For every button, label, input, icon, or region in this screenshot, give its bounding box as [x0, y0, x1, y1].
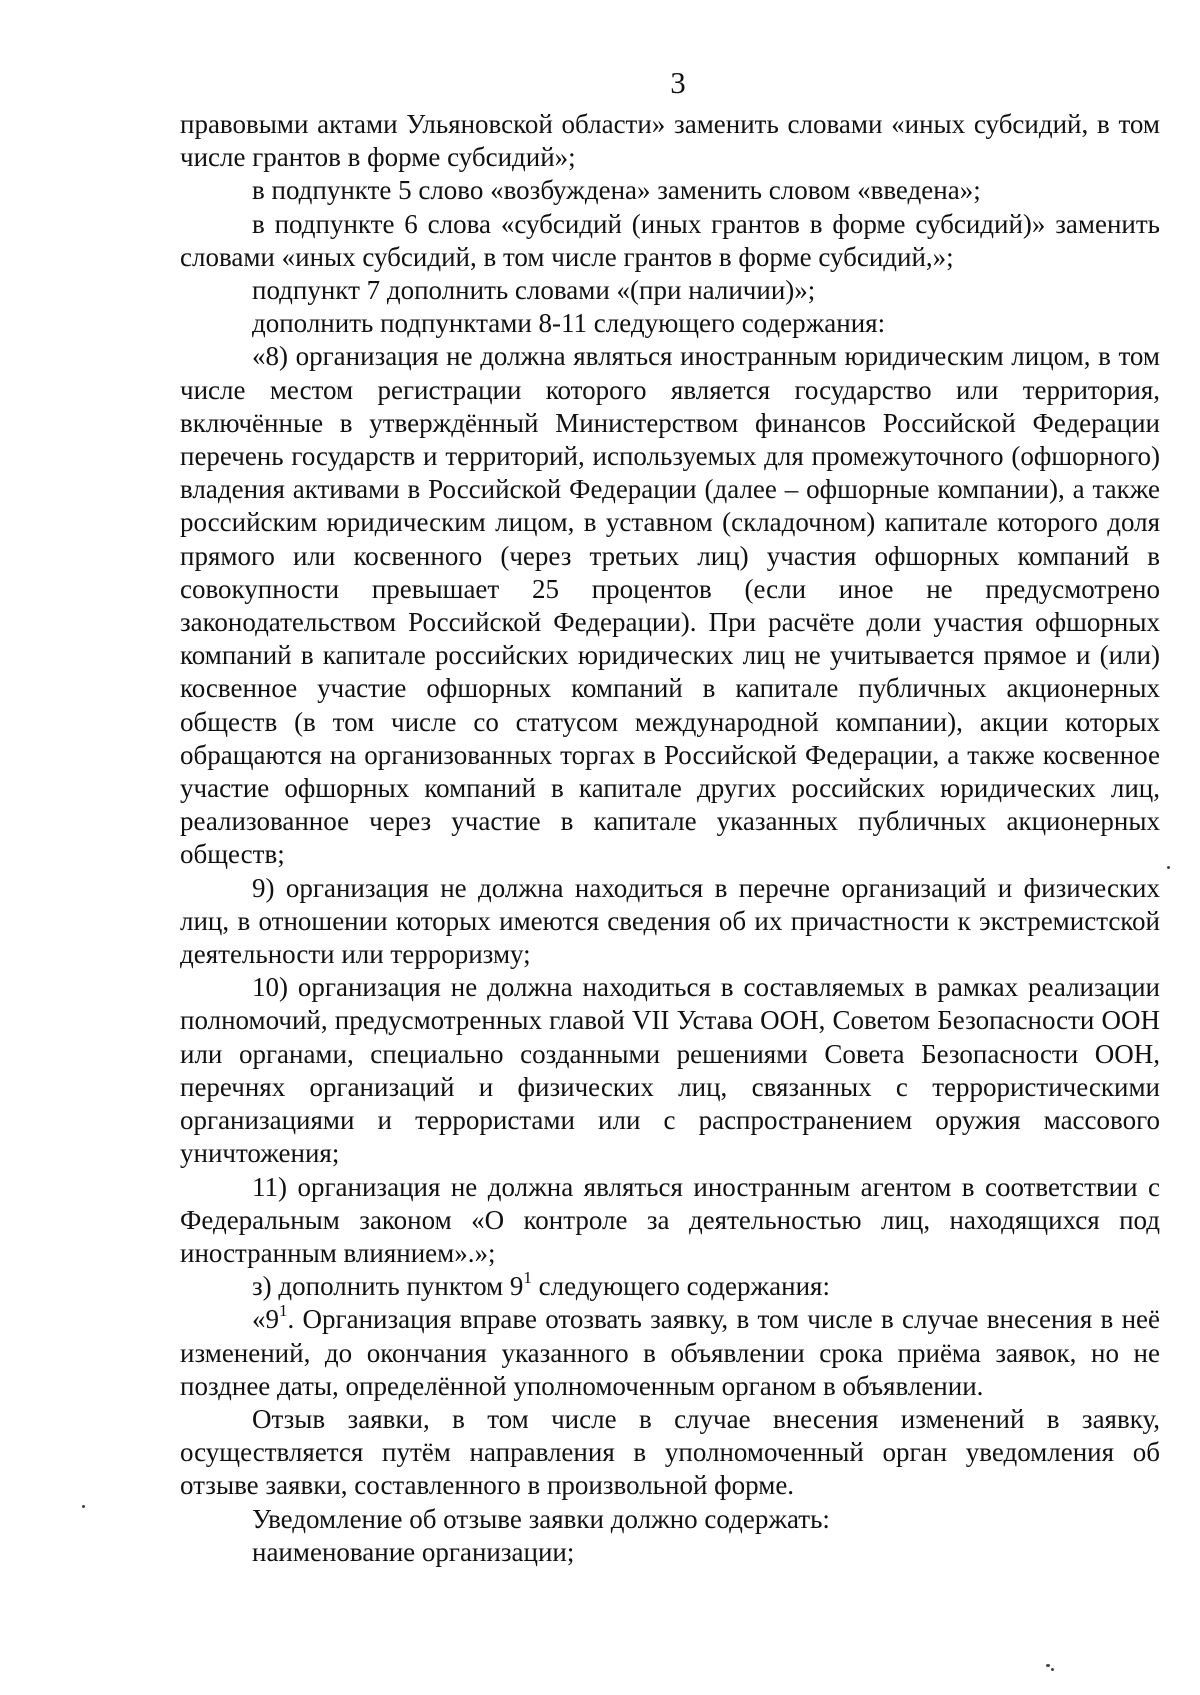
scan-speck — [1051, 1668, 1054, 1671]
paragraph: Отзыв заявки, в том числе в случае внесения изменений в заявку, осуществляется путём направления в уполномоченный орган уведомления об отзыве заявки, составленного в произвольной форме. — [180, 1403, 1160, 1501]
paragraph-text: . Организация вправе отозвать заявку, в том числе в случае внесения в неё изменений, до окончания указанного в объявлении срока приёма заявок, но не позднее даты, определённой уполномоченным органом в объявлении. — [180, 1304, 1160, 1401]
paragraph: 10) организация не должна находиться в составляемых в рамках реализации полномочий, предусмотренных главой VII Устава ООН, Советом Безопасности ООН или органами, специально созданными решениями Совета Безопасности ООН, перечнях организаций и физических лиц, связанных с террористическими организациями и террористами или с распространением оружия массового уничтожения; — [180, 972, 1160, 1169]
paragraph-text: з) дополнить пунктом 9 — [252, 1271, 524, 1302]
document-body — [180, 108, 1160, 1569]
superscript: 1 — [523, 1268, 532, 1288]
paragraph: дополнить подпунктами 8-11 следующего содержания: — [252, 308, 886, 339]
paragraph — [180, 1270, 1160, 1303]
paragraph-text: следующего содержания: — [531, 1271, 830, 1302]
scan-speck — [1046, 1664, 1050, 1667]
paragraph: в подпункте 6 слова «субсидий (иных грантов в форме субсидий)» заменить словами «иных субсидий, в том числе грантов в форме субсидий,»; — [180, 208, 1160, 272]
paragraph: правовыми актами Ульяновской области» заменить словами «иных субсидий, в том числе грантов в форме субсидий»; — [180, 109, 1160, 173]
paragraph: 11) организация не должна являться иностранным агентом в соответствии с Федеральным законом «О контроле за деятельностью лиц, находящихся под иностранным влиянием».»; — [180, 1171, 1160, 1268]
paragraph-text: «9 — [252, 1304, 279, 1335]
paragraph: в подпункте 5 слово «возбуждена» заменить словом «введена»; — [252, 175, 981, 206]
paragraph: Уведомление об отзыве заявки должно содержать: — [252, 1503, 830, 1534]
paragraph — [180, 1303, 1160, 1403]
scan-speck — [82, 1505, 85, 1508]
paragraph: наименование организации; — [252, 1536, 575, 1567]
page-number: 3 — [670, 65, 686, 100]
paragraph: 9) организация не должна находиться в перечне организаций и физических лиц, в отношении которых имеются сведения об их причастности к экстремистской деятельности или терроризму; — [180, 872, 1160, 970]
paragraph: подпункт 7 дополнить словами «(при наличии)»; — [252, 275, 816, 306]
paragraph: «8) организация не должна являться иностранным юридическим лицом, в том числе местом регистрации которого является государство или территория, включённые в утверждённый Министерством финансов Российской Федерации перечень государств и территорий, используемых для промежуточного (офшорного) владения активами в Российской Федерации (далее – офшорные компании), а также российским юридическим лицом, в уставном (складочном) капитале которого доля прямого или косвенного (через третьих лиц) участия офшорных компаний в совокупности превышает 25 процентов (если иное не предусмотрено законодательством Российской Федерации). При расчёте доли участия офшорных компаний в капитале российских юридических лиц не учитывается прямое и (или) косвенное участие офшорных компаний в капитале публичных акционерных обществ (в том числе со статусом международной компании), акции которых обращаются на организованных торгах в Российской Федерации, а также косвенное участие офшорных компаний в капитале других российских юридических лиц, реализованное через участие в капитале указанных публичных акционерных обществ; — [180, 341, 1160, 870]
scan-speck — [1167, 866, 1170, 869]
superscript: 1 — [279, 1301, 288, 1321]
